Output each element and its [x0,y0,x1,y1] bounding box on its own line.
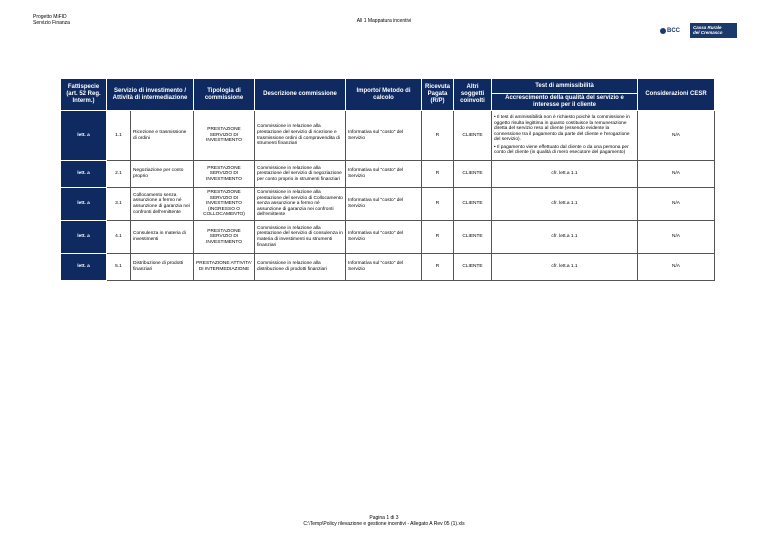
row-descrizione: Commissione in relazione alla prestazione del servizio di negoziazione per conto proprio in strumenti finanziari [255,161,346,188]
row-number: 4.1 [107,221,131,254]
bcc-logo-icon [660,28,666,34]
test-paragraph-1: • Il test di ammissibilità non è richiesto poichè la commissione in oggetto risulta legittima in quanto costituisce la remunerazione diretta del servizio reso al cliente (essendo evidente la connessione tra il pagamento da parte del cliente e l'erogazione del servizio). [494,114,630,143]
row-tipologia: PRESTAZIONE ATTIVITA' DI INTERMEDIAZIONE [194,254,255,281]
row-servizio: Distribuzione di prodotti finanziari [131,254,194,281]
table-row [61,188,715,221]
row-number: 1.1 [107,111,131,161]
row-servizio: Ricezione e trasmissione di ordini [131,111,194,161]
col-header-fattispecie: Fattispecie (art. 52 Reg. Interm.) [61,79,107,111]
bank-name-block [690,23,737,38]
bcc-logo-mark [650,23,690,38]
row-soggetti: CLIENTE [454,161,492,188]
row-fattispecie: lett. a [61,161,107,188]
row-importo: Informativa sul "costo" del Servizio [346,111,422,161]
col-header-cesr: Considerazioni CESR [638,79,715,111]
row-ricevuta: R [422,254,454,281]
row-servizio: Negoziazione per conto proprio [131,161,194,188]
row-cesr: N/A [638,188,715,221]
department-name: Servizio Finanza [33,20,70,26]
row-descrizione: Commissione in relazione alla prestazione del servizio di consulenza in materia di investimenti su strumenti finanziari [255,221,346,254]
row-test [492,111,638,161]
row-fattispecie: lett. a [61,254,107,281]
row-importo: Informativa sul "costo" del Servizio [346,254,422,281]
page-footer [0,515,768,527]
row-descrizione: Commissione in relazione alla prestazione del servizio di Collocamento senza assunzione a fermo né assunzione di garanzia nei confronti dell'emittente [255,188,346,221]
row-cesr: N/A [638,254,715,281]
row-cesr: N/A [638,111,715,161]
table-row [61,221,715,254]
row-ricevuta: R [422,161,454,188]
row-descrizione: Commissione in relazione alla prestazione del servizio di ricezione e trasmissione ordini di compravendita di strumenti finanziari [255,111,346,161]
table-row [61,111,715,161]
row-tipologia: PRESTAZIONE SERVIZIO DI INVESTIMENTO (INGRESSO O COLLOCAMENTO) [194,188,255,221]
table-row [61,254,715,281]
bank-name-line2: del Cremasco [693,30,723,35]
row-number: 3.1 [107,188,131,221]
document-title: All 1 Mappatura incentivi [356,18,412,24]
col-header-test: Test di ammissibilità [492,79,638,94]
col-header-servizio: Servizio di investimento / Attività di intermediazione [107,79,194,111]
row-importo: Informativa sul "costo" del Servizio [346,188,422,221]
bcc-logo-text: BCC [667,27,680,34]
page-number: Pagina 1 di 3 [369,515,399,521]
test-paragraph-2: • Il pagamento viene effettuato dal cliente o da una persona per conto del cliente (in qualità di mero esecutore del pagamento) [494,144,629,156]
col-header-descrizione: Descrizione commissione [255,79,346,111]
row-soggetti: CLIENTE [454,111,492,161]
row-cesr: N/A [638,161,715,188]
row-servizio: Collocamento senza assunzione a fermo né assunzione di garanzia nei confronti dell'emittente [131,188,194,221]
project-name: Progetto MiFID [33,14,67,20]
row-fattispecie: lett. a [61,111,107,161]
row-soggetti: CLIENTE [454,221,492,254]
row-descrizione: Commissione in relazione alla distribuzione di prodotti finanziari [255,254,346,281]
row-tipologia: PRESTAZIONE SERVIZIO DI INVESTIMENTO [194,161,255,188]
row-test: cfr. lett.a 1.1 [492,161,638,188]
bank-logo [650,23,737,38]
row-number: 2.1 [107,161,131,188]
row-cesr: N/A [638,221,715,254]
row-soggetti: CLIENTE [454,188,492,221]
col-header-soggetti: Altri soggetti coinvolti [454,79,492,111]
col-header-ricevuta: Ricevuta Pagata (R/P) [422,79,454,111]
row-tipologia: PRESTAZIONE SERVIZIO DI INVESTIMENTO [194,221,255,254]
row-soggetti: CLIENTE [454,254,492,281]
row-test: cfr. lett.a 1.1 [492,188,638,221]
row-fattispecie: lett. a [61,188,107,221]
row-number: 5.1 [107,254,131,281]
col-header-tipologia: Tipologia di commissione [194,79,255,111]
row-servizio: Consulenza in materia di investimenti [131,221,194,254]
row-tipologia: PRESTAZIONE SERVIZIO DI INVESTIMENTO [194,111,255,161]
bank-name-line1: Cassa Rurale [693,25,722,30]
row-ricevuta: R [422,111,454,161]
row-fattispecie: lett. a [61,221,107,254]
incentives-mapping-table [60,78,715,281]
file-path: C:\Temp\Policy rilevazione e gestione incentivi - Allegato A Rev 05 (1).xls [303,521,465,527]
row-ricevuta: R [422,221,454,254]
row-test: cfr. lett.a 1.1 [492,254,638,281]
row-test: cfr. lett.a 1.1 [492,221,638,254]
row-importo: Informativa sul "costo" del Servizio [346,221,422,254]
row-ricevuta: R [422,188,454,221]
col-header-importo: Importo/ Metodo di calcolo [346,79,422,111]
table-row [61,161,715,188]
col-subheader-test: Accrescimento della qualità del servizio e interesse per il cliente [492,94,638,111]
row-importo: Informativa sul "costo" del Servizio [346,161,422,188]
